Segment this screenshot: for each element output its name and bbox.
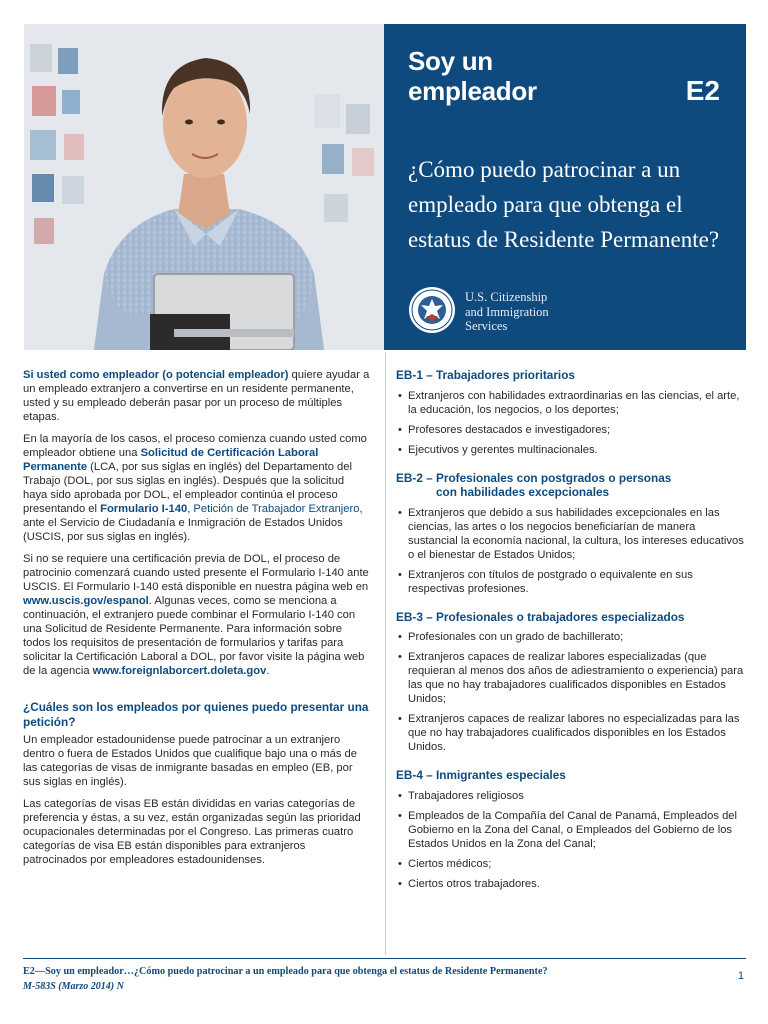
sponsorship-text: . Algunas veces, como se menciona a continuación, el extranjero puede combinar el Formulario I-140 con una Solicitud de Residente Permanente. Para información sobre todos los requisitos de presentación de formularios y tarifas para solicitar la Certificación Laboral a DOL, por favor visite la página web de la agencia	[23, 595, 365, 677]
agency-name	[465, 290, 615, 334]
process-text: ,	[187, 503, 194, 515]
list-item: • Empleados de la Compañía del Canal de Panamá, Empleados del Gobierno en la Zona del Canal, o Empleados del Gobierno de los Estados Unidos en la Zona del Canal;	[396, 809, 748, 851]
main-question: ¿Cómo puedo patrocinar a un empleado para que obtenga el estatus de Residente Permanente?	[408, 157, 720, 252]
categories-paragraph: Las categorías de visas EB están divididas en varias categorías de preferencia y éstas, a su vez, están organizadas según las prioridad ocupacionales determinadas por el Congreso. Las primeras cuatro categorías de visa EB están disponibles para extranjeros patrocinados por empleadores estadounidenses.	[23, 798, 361, 866]
form-i140-term: Formulario I-140	[100, 503, 188, 515]
list-item: • Trabajadores religiosos	[396, 789, 748, 803]
list-item: • Ciertos otros trabajadores.	[396, 877, 748, 891]
employer-paragraph: Un empleador estadounidense puede patrocinar a un extranjero dentro o fuera de Estados Unidos que cualifique bajo una o más de las categorías de visas de inmigrante basadas en empleo (EB, por sus siglas en inglés).	[23, 734, 357, 788]
role-title: Soy un empleador	[408, 46, 537, 106]
eb4-heading: EB-4 – Inmigrantes especiales	[396, 768, 566, 782]
header-photo	[24, 24, 384, 350]
eb2-section	[396, 471, 748, 596]
intro-highlight: Si usted como empleador (o potencial empleador)	[23, 369, 289, 381]
eb2-list	[396, 506, 748, 596]
left-column	[23, 368, 370, 875]
sponsorship-text: .	[266, 665, 270, 677]
list-item: • Profesionales con un grado de bachillerato;	[396, 630, 748, 644]
process-paragraph	[23, 432, 370, 544]
agency-name-line: U.S. Citizenship	[465, 290, 548, 304]
list-item: • Extranjeros capaces de realizar labores no especializadas para las que no hay trabajadores cualificados disponibles en los Estados Unidos.	[396, 712, 748, 754]
man-with-laptop-photo	[24, 24, 384, 350]
sponsorship-text: Si no se requiere una certificación previa de DOL, el proceso de patrocinio comenzará cuando usted presente el Formulario I-140 ante USCIS. El Formulario I-140 está disponible en nuestra página web en	[23, 553, 369, 593]
right-column	[396, 368, 748, 905]
eb1-list	[396, 389, 748, 457]
eb3-section	[396, 610, 748, 755]
sponsorship-paragraph	[23, 552, 370, 678]
eb2-heading-line: con habilidades excepcionales	[436, 485, 610, 499]
process-text: En la mayoría de los casos, el proceso comienza cuando usted como empleador obtiene una	[23, 433, 367, 459]
intro-text: quiere ayudar a un empleado extranjero a convertirse en un residente permanente, usted y su empleado deberán pasar por un proceso de múltiples etapas.	[23, 369, 370, 423]
list-item: • Profesores destacados e investigadores;	[396, 423, 748, 437]
intro-paragraph	[23, 368, 370, 424]
petition-term: Petición de Trabajador Extranjero	[193, 503, 360, 515]
eb1-section	[396, 368, 748, 457]
eb1-heading: EB-1 – Trabajadores prioritarios	[396, 368, 575, 382]
agency-block	[408, 286, 608, 340]
process-text: , ante el Servicio de Ciudadanía e Inmigración de Estados Unidos (USCIS, por sus siglas en inglés).	[23, 503, 363, 543]
agency-name-line: Services	[465, 319, 508, 333]
employees-question-heading: ¿Cuáles son los empleados por quienes puedo presentar una petición?	[23, 700, 369, 729]
list-item: • Extranjeros capaces de realizar labores especializadas (que requieran al menos dos años de adiestramiento o experiencia) para las que no hay trabajadores cualificados disponibles en Estados Unidos;	[396, 650, 748, 706]
dol-link[interactable]: www.foreignlaborcert.doleta.gov	[92, 665, 267, 677]
form-number: M-583S (Marzo 2014) N	[23, 981, 124, 992]
eb3-list	[396, 630, 748, 754]
eb2-heading	[396, 471, 748, 500]
lca-term: Solicitud de Certificación Laboral Permanente	[23, 447, 319, 473]
eb4-section	[396, 768, 748, 891]
footer-title: E2—Soy un empleador…¿Cómo puedo patrocinar a un empleado para que obtenga el estatus de Residente Permanente?	[23, 966, 548, 977]
uscis-link[interactable]: www.uscis.gov/espanol	[23, 595, 149, 607]
process-text: (LCA, por sus siglas en inglés) del Departamento del Trabajo (DOL, por sus siglas en inglés). Después que la solicitud haya sido aprobada por DOL, el empleador continúa el proceso presentando el	[23, 461, 352, 515]
footer-rule	[23, 958, 746, 959]
list-item: • Extranjeros que debido a sus habilidades excepcionales en las ciencias, las artes o los negocios beneficiarían de manera sustancial la economía nacional, la cultura, los intereses educativos o el bienestar de Estados Unidos;	[396, 506, 748, 562]
eb4-list	[396, 789, 748, 891]
column-divider	[385, 352, 386, 955]
agency-name-line: and Immigration	[465, 304, 549, 319]
dhs-seal-icon	[408, 286, 456, 334]
list-item: • Ciertos médicos;	[396, 857, 748, 871]
page-number: 1	[737, 970, 744, 982]
list-item: • Ejecutivos y gerentes multinacionales.	[396, 443, 748, 457]
title-banner	[384, 24, 746, 350]
eb2-heading-line: EB-2 – Profesionales con postgrados o personas	[396, 470, 672, 485]
list-item: • Extranjeros con títulos de postgrado o equivalente en sus respectivas profesiones.	[396, 568, 748, 596]
list-item: • Extranjeros con habilidades extraordinarias en las ciencias, el arte, la educación, los negocios, o los deportes;	[396, 389, 748, 417]
document-code: E2	[685, 75, 720, 106]
eb3-heading: EB-3 – Profesionales o trabajadores especializados	[396, 609, 685, 624]
